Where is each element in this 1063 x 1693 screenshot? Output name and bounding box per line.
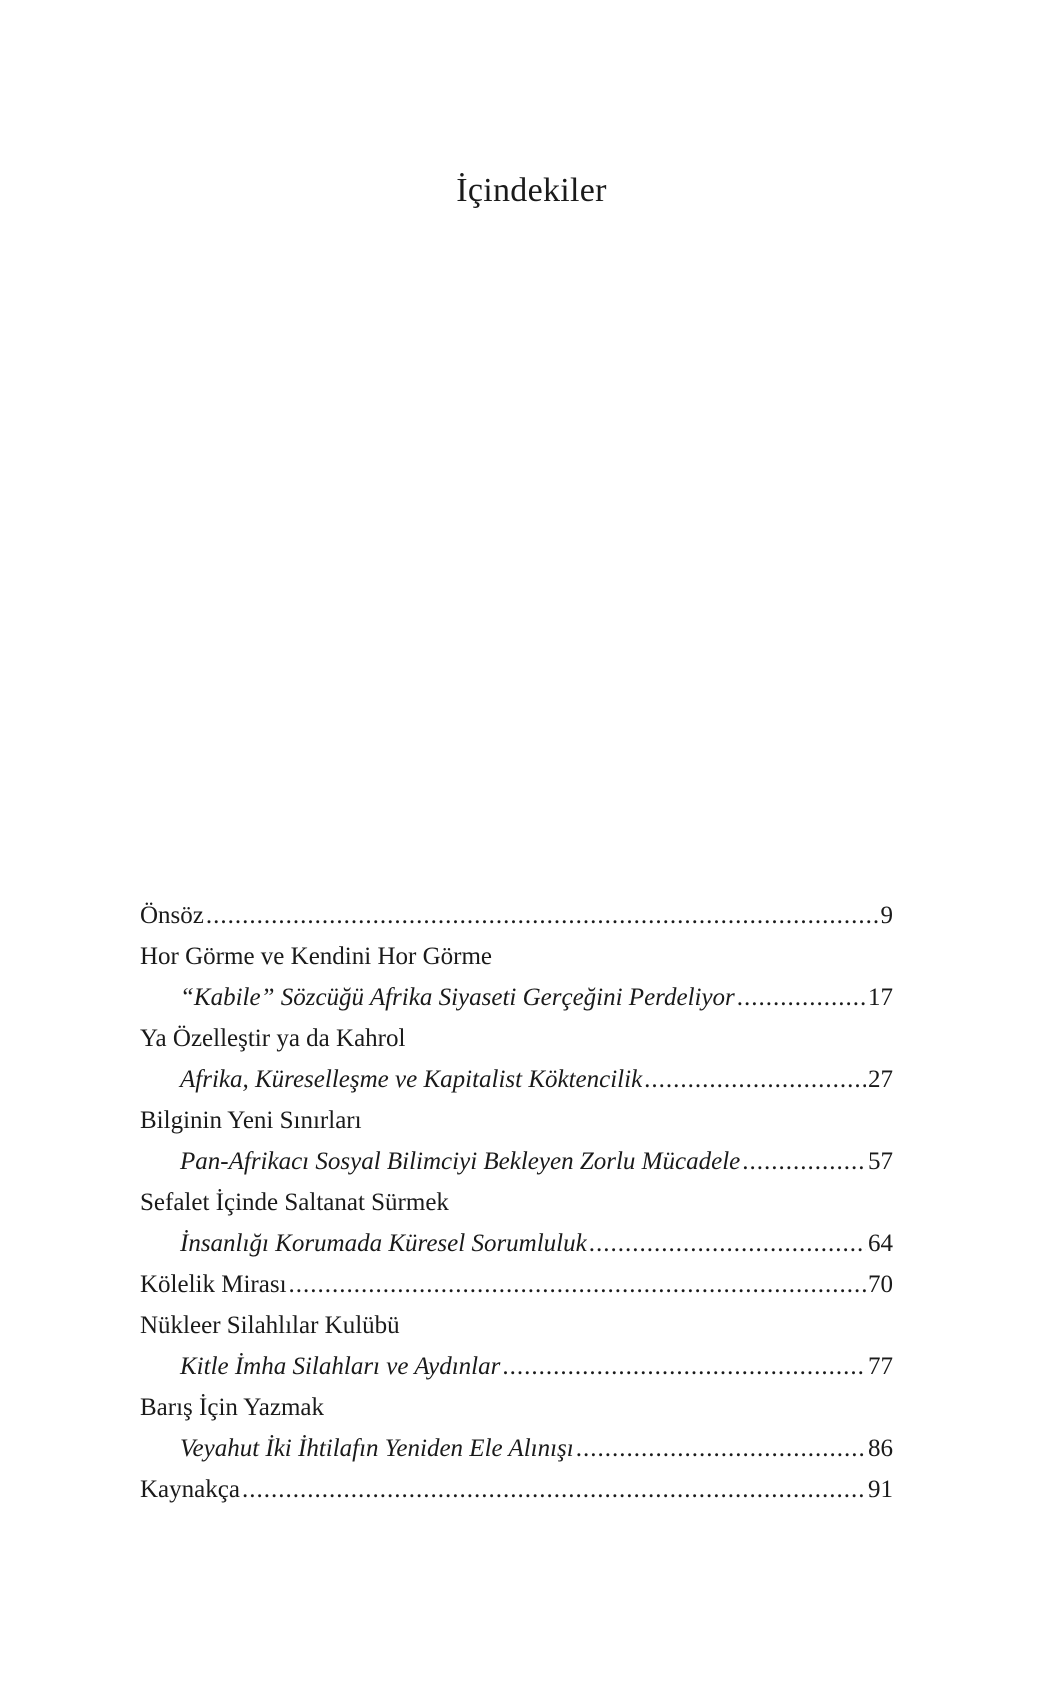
toc-entry-title: Ya Özelleştir ya da Kahrol [140,1025,406,1052]
toc-dot-leader [502,1346,866,1387]
toc-dot-leader [206,895,879,936]
toc-entry [140,1100,893,1141]
toc-subentry [140,977,893,1018]
toc-entry-title: Kitle İmha Silahları ve Aydınlar [180,1353,501,1380]
toc-page-number: 9 [880,902,893,929]
toc-page-number: 91 [868,1476,893,1503]
toc-dot-leader [644,1059,866,1100]
toc-entry [140,1018,893,1059]
toc-entry [140,1469,893,1510]
toc-entry-title: Pan-Afrikacı Sosyal Bilimciyi Bekleyen Zorlu Mücadele [180,1148,741,1175]
toc-entry-title: Kaynakça [140,1476,240,1503]
toc-page-number: 70 [868,1271,893,1298]
toc-entry [140,936,893,977]
toc-dot-leader [737,977,866,1018]
toc-page-number: 57 [868,1148,893,1175]
toc-page-number: 17 [868,984,893,1011]
toc-subentry [140,1428,893,1469]
page-title: İçindekiler [456,172,607,209]
toc-entry-title: Afrika, Küreselleşme ve Kapitalist Köktencilik [180,1066,643,1093]
toc-entry-title: Sefalet İçinde Saltanat Sürmek [140,1189,449,1216]
toc-entry-title: Hor Görme ve Kendini Hor Görme [140,943,492,970]
toc-subentry [140,1059,893,1100]
toc-entry-title: Veyahut İki İhtilafın Yeniden Ele Alınışı [180,1435,574,1462]
toc-entry-title: İnsanlığı Korumada Küresel Sorumluluk [180,1230,587,1257]
toc-entry-title: Barış İçin Yazmak [140,1394,324,1421]
toc-page-number: 64 [868,1230,893,1257]
toc-page-number: 27 [868,1066,893,1093]
toc-subentry [140,1346,893,1387]
toc-entry-title: Nükleer Silahlılar Kulübü [140,1312,400,1339]
toc-entry-title: Bilginin Yeni Sınırları [140,1107,362,1134]
toc-dot-leader [589,1223,866,1264]
toc-subentry [140,1223,893,1264]
toc-entry [140,1305,893,1346]
toc-entry [140,1387,893,1428]
toc-dot-leader [289,1264,866,1305]
toc-dot-leader [242,1469,866,1510]
toc-dot-leader [576,1428,866,1469]
toc-page-number: 86 [868,1435,893,1462]
toc-subentry [140,1141,893,1182]
toc-page-number: 77 [868,1353,893,1380]
toc-entry-title: “Kabile” Sözcüğü Afrika Siyaseti Gerçeğini Perdeliyor [180,984,735,1011]
toc-entry-title: Önsöz [140,902,204,929]
toc-entry [140,1182,893,1223]
table-of-contents [140,895,893,1510]
toc-entry-title: Kölelik Mirası [140,1271,287,1298]
toc-dot-leader [742,1141,866,1182]
toc-entry [140,895,893,936]
toc-entry [140,1264,893,1305]
